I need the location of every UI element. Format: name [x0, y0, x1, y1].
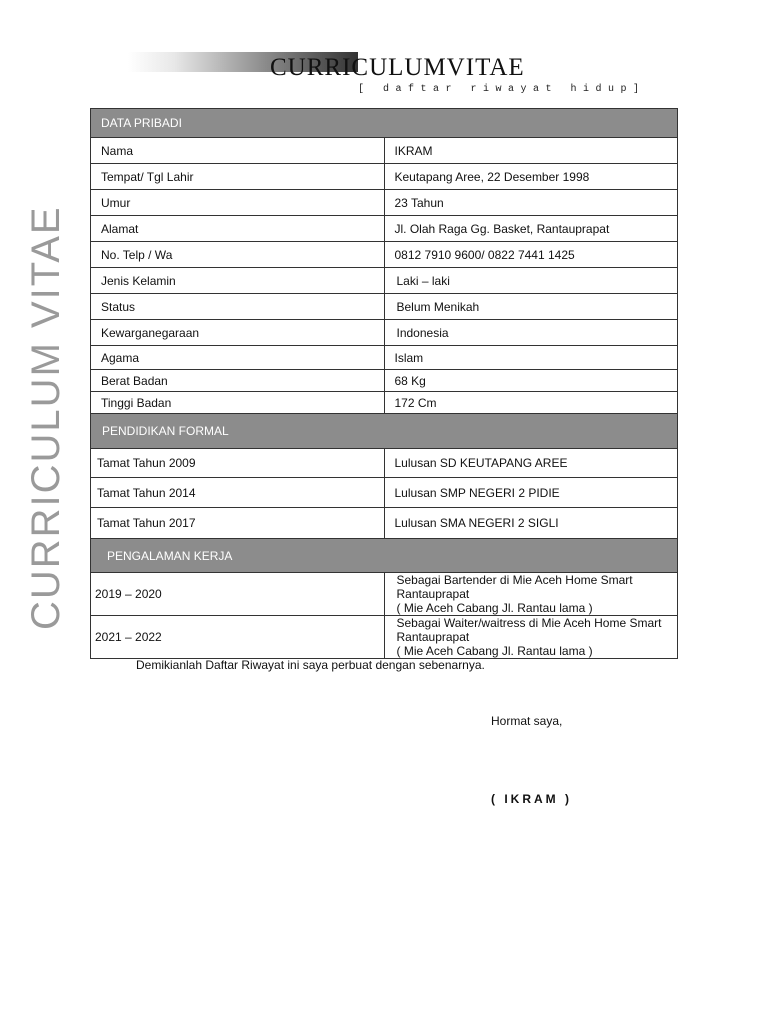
experience-branch: ( Mie Aceh Cabang Jl. Rantau lama ) — [396, 644, 593, 658]
field-label: Jenis Kelamin — [91, 268, 385, 294]
experience-period: 2021 – 2022 — [91, 616, 385, 659]
education-year: Tamat Tahun 2009 — [91, 449, 385, 478]
education-school: Lulusan SMA NEGERI 2 SIGLI — [384, 508, 678, 539]
table-row — [91, 616, 678, 659]
table-row — [91, 449, 678, 478]
cv-table — [90, 108, 678, 659]
field-label: Kewarganegaraan — [91, 320, 385, 346]
education-school: Lulusan SD KEUTAPANG AREE — [384, 449, 678, 478]
field-value: Laki – laki — [384, 268, 678, 294]
field-label: Agama — [91, 346, 385, 370]
section-header-personal — [91, 109, 678, 138]
experience-description — [384, 616, 678, 659]
experience-period: 2019 – 2020 — [91, 573, 385, 616]
experience-branch: ( Mie Aceh Cabang Jl. Rantau lama ) — [396, 601, 593, 615]
table-row — [91, 370, 678, 392]
table-row — [91, 294, 678, 320]
table-row — [91, 346, 678, 370]
signature-name: ( IKRAM ) — [491, 792, 572, 806]
education-year: Tamat Tahun 2017 — [91, 508, 385, 539]
field-value: 172 Cm — [384, 392, 678, 414]
field-value: Jl. Olah Raga Gg. Basket, Rantauprapat — [384, 216, 678, 242]
regards-text: Hormat saya, — [491, 714, 563, 728]
table-row — [91, 508, 678, 539]
table-row — [91, 190, 678, 216]
field-value: Islam — [384, 346, 678, 370]
table-row — [91, 478, 678, 508]
field-value: Indonesia — [384, 320, 678, 346]
table-row — [91, 573, 678, 616]
field-value: Keutapang Aree, 22 Desember 1998 — [384, 164, 678, 190]
field-label: Tinggi Badan — [91, 392, 385, 414]
field-value: 0812 7910 9600/ 0822 7441 1425 — [384, 242, 678, 268]
experience-role: Sebagai Waiter/waitress di Mie Aceh Home Smart Rantauprapat — [396, 616, 662, 644]
field-label: Tempat/ Tgl Lahir — [91, 164, 385, 190]
field-label: Berat Badan — [91, 370, 385, 392]
section-header-education — [91, 414, 678, 449]
table-row — [91, 216, 678, 242]
table-row — [91, 138, 678, 164]
section-heading: PENGALAMAN KERJA — [91, 539, 678, 573]
experience-role: Sebagai Bartender di Mie Aceh Home Smart Rantauprapat — [396, 573, 633, 601]
table-row — [91, 320, 678, 346]
section-header-experience — [91, 539, 678, 573]
table-row — [91, 392, 678, 414]
field-value: 68 Kg — [384, 370, 678, 392]
side-vertical-title: CURRICULUM VITAE — [24, 205, 68, 630]
field-label: Nama — [91, 138, 385, 164]
field-value: Belum Menikah — [384, 294, 678, 320]
table-row — [91, 164, 678, 190]
closing-statement: Demikianlah Daftar Riwayat ini saya perbuat dengan sebenarnya. — [136, 658, 485, 672]
field-label: Status — [91, 294, 385, 320]
field-label: No. Telp / Wa — [91, 242, 385, 268]
table-row — [91, 268, 678, 294]
field-label: Alamat — [91, 216, 385, 242]
education-year: Tamat Tahun 2014 — [91, 478, 385, 508]
table-row — [91, 242, 678, 268]
education-school: Lulusan SMP NEGERI 2 PIDIE — [384, 478, 678, 508]
experience-description — [384, 573, 678, 616]
field-value: IKRAM — [384, 138, 678, 164]
section-heading: PENDIDIKAN FORMAL — [91, 414, 678, 449]
field-value: 23 Tahun — [384, 190, 678, 216]
document-subtitle: [ daftar riwayat hidup] — [358, 84, 646, 95]
field-label: Umur — [91, 190, 385, 216]
section-heading: DATA PRIBADI — [91, 109, 678, 138]
document-title: CURRICULUMVITAE — [270, 54, 525, 81]
